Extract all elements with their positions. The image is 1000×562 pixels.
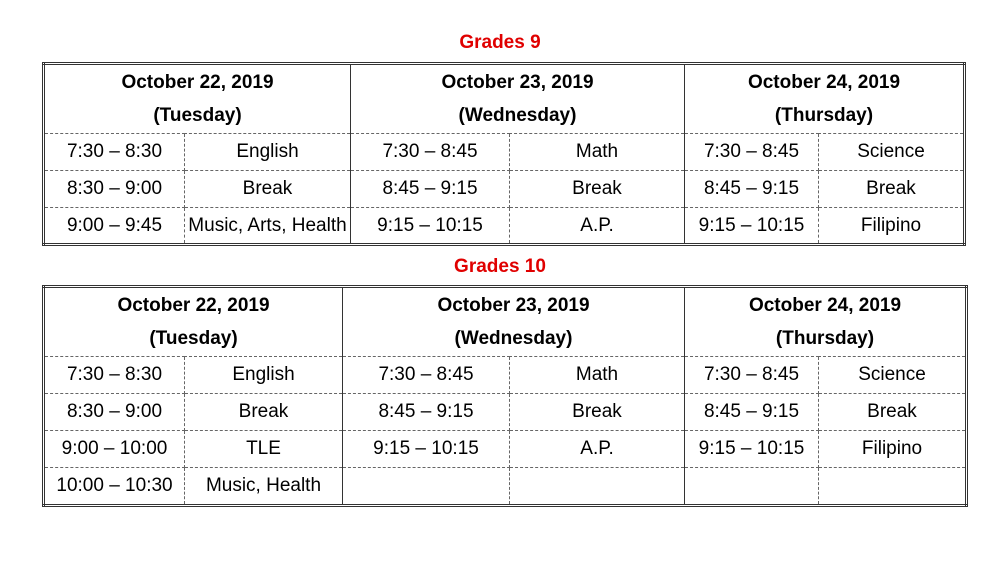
time-cell: 9:00 – 9:45: [44, 208, 185, 245]
table-row: [44, 171, 965, 208]
subject-cell: Filipino: [819, 431, 967, 468]
subject-cell: [819, 468, 967, 506]
time-cell: 7:30 – 8:45: [685, 357, 819, 394]
table-row: [44, 357, 967, 394]
time-cell: 7:30 – 8:45: [685, 134, 819, 171]
table-row: [44, 208, 965, 245]
time-cell: 7:30 – 8:30: [44, 357, 185, 394]
subject-cell: A.P.: [510, 208, 685, 245]
subject-cell: A.P.: [510, 431, 685, 468]
time-cell: 9:15 – 10:15: [685, 431, 819, 468]
subject-cell: Math: [510, 134, 685, 171]
subject-cell: English: [185, 357, 343, 394]
time-cell: 10:00 – 10:30: [44, 468, 185, 506]
subject-cell: Music, Arts, Health: [185, 208, 351, 245]
subject-cell: TLE: [185, 431, 343, 468]
time-cell: 9:00 – 10:00: [44, 431, 185, 468]
time-cell: 9:15 – 10:15: [343, 431, 510, 468]
table-row: [44, 394, 967, 431]
grade10-day-header-2: [343, 287, 685, 357]
grade9-day-1-weekday: (Tuesday): [153, 105, 242, 126]
subject-cell: Break: [819, 171, 965, 208]
time-cell: 7:30 – 8:30: [44, 134, 185, 171]
time-cell: 7:30 – 8:45: [343, 357, 510, 394]
grade9-schedule-table: [42, 62, 966, 246]
subject-cell: English: [185, 134, 351, 171]
grade9-day-2-weekday: (Wednesday): [458, 105, 577, 126]
grade9-day-2-date: October 23, 2019: [441, 72, 594, 93]
subject-cell: Break: [510, 394, 685, 431]
grade9-day-header-3: [685, 64, 965, 134]
grade9-day-3-weekday: (Thursday): [774, 105, 874, 126]
subject-cell: Break: [510, 171, 685, 208]
grade9-day-1-date: October 22, 2019: [121, 72, 274, 93]
grade10-day-2-weekday: (Wednesday): [454, 328, 573, 349]
grade10-day-3-date: October 24, 2019: [748, 295, 902, 316]
time-cell: 8:30 – 9:00: [44, 394, 185, 431]
grade9-day-3-date: October 24, 2019: [747, 72, 901, 93]
grade10-day-2-date: October 23, 2019: [437, 295, 590, 316]
table-row: [44, 431, 967, 468]
time-cell: 8:45 – 9:15: [685, 394, 819, 431]
grade9-header-row: [44, 64, 965, 134]
time-cell: 9:15 – 10:15: [685, 208, 819, 245]
time-cell: 8:45 – 9:15: [343, 394, 510, 431]
time-cell: 7:30 – 8:45: [351, 134, 510, 171]
grade10-day-1-weekday: (Tuesday): [149, 328, 238, 349]
table-row: [44, 468, 967, 506]
subject-cell: Break: [185, 394, 343, 431]
subject-cell: Filipino: [819, 208, 965, 245]
time-cell: [685, 468, 819, 506]
subject-cell: Break: [185, 171, 351, 208]
grade9-day-header-2: [351, 64, 685, 134]
grade10-day-header-3: [685, 287, 967, 357]
time-cell: 8:45 – 9:15: [351, 171, 510, 208]
time-cell: 9:15 – 10:15: [351, 208, 510, 245]
time-cell: [343, 468, 510, 506]
grade9-day-header-1: [44, 64, 351, 134]
time-cell: 8:30 – 9:00: [44, 171, 185, 208]
grade10-header-row: [44, 287, 967, 357]
subject-cell: Science: [819, 357, 967, 394]
subject-cell: Math: [510, 357, 685, 394]
grade10-day-header-1: [44, 287, 343, 357]
grade10-title: Grades 10: [454, 256, 546, 277]
subject-cell: Break: [819, 394, 967, 431]
table-row: [44, 134, 965, 171]
subject-cell: [510, 468, 685, 506]
grade10-day-1-date: October 22, 2019: [117, 295, 270, 316]
grade9-title: Grades 9: [459, 32, 541, 53]
time-cell: 8:45 – 9:15: [685, 171, 819, 208]
grade10-schedule-table: [42, 285, 968, 507]
grade10-day-3-weekday: (Thursday): [775, 328, 875, 349]
subject-cell: Music, Health: [185, 468, 343, 506]
subject-cell: Science: [819, 134, 965, 171]
